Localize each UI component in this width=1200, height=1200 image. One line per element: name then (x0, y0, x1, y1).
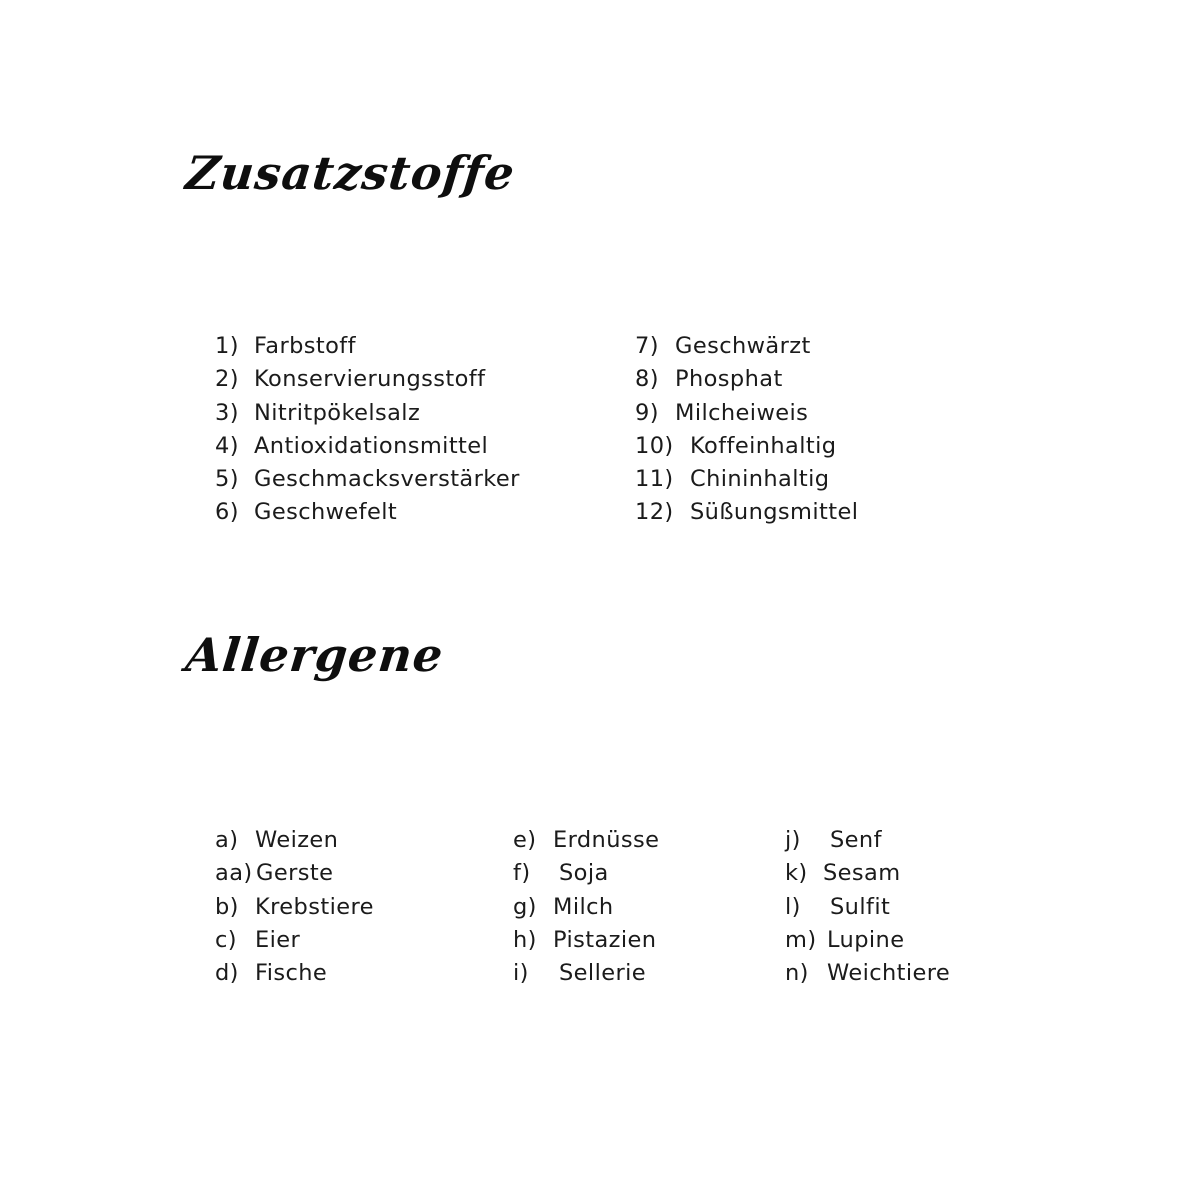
list-label: Süßungsmittel (690, 499, 859, 526)
list-label: Weizen (255, 827, 339, 853)
list-label: Soja (559, 860, 609, 887)
list-item (215, 927, 374, 960)
list-label: Geschwefelt (254, 499, 398, 526)
list-item (215, 960, 374, 993)
list-label: Geschwärzt (675, 333, 811, 359)
list-label: Weichtiere (827, 960, 951, 987)
list-label: Gerste (256, 860, 334, 887)
list-marker: 6) (215, 499, 239, 526)
list-item (635, 433, 858, 466)
list-item (635, 366, 858, 399)
list-marker: d) (215, 960, 239, 987)
list-item (513, 927, 659, 960)
list-item (215, 400, 520, 433)
list-label: Sellerie (559, 960, 647, 987)
list-marker: 11) (635, 466, 674, 493)
list-marker: g) (513, 893, 537, 920)
list-marker: 10) (635, 432, 674, 459)
list-marker: 5) (215, 466, 239, 493)
list-label: Nitritpökelsalz (254, 399, 421, 426)
list-marker: l) (785, 893, 801, 920)
list-item (215, 499, 520, 532)
list-label: Krebstiere (255, 893, 374, 920)
list-label: Sulfit (830, 893, 891, 920)
list-label: Milch (553, 893, 614, 920)
list-marker: c) (215, 926, 237, 953)
list-marker: n) (785, 960, 809, 987)
list-item (215, 894, 374, 927)
list-marker: h) (513, 926, 537, 953)
list-marker: 2) (215, 366, 239, 393)
list-item (785, 827, 950, 860)
list-label: Konservierungsstoff (254, 366, 486, 393)
list-marker: b) (215, 893, 239, 920)
list-item (215, 466, 520, 499)
list-label: Erdnüsse (553, 827, 660, 853)
list-label: Antioxidationsmittel (254, 432, 489, 459)
list-label: Lupine (827, 926, 905, 953)
list-item (635, 466, 858, 499)
list-item (635, 333, 858, 366)
list-label: Phosphat (675, 366, 783, 393)
allergene-list-middle (513, 827, 659, 993)
list-item (513, 960, 659, 993)
list-marker: 1) (215, 333, 239, 359)
allergene-list-left (215, 827, 374, 993)
list-item (785, 960, 950, 993)
zusatzstoffe-list-right (635, 333, 858, 533)
list-marker: aa) (215, 860, 253, 887)
list-marker: a) (215, 827, 239, 853)
list-marker: m) (785, 926, 817, 953)
list-label: Milcheiweis (675, 399, 809, 426)
list-item (785, 894, 950, 927)
list-item (215, 333, 520, 366)
list-label: Sesam (823, 860, 901, 887)
allergene-list-right (785, 827, 950, 993)
list-label: Eier (255, 926, 301, 953)
zusatzstoffe-heading: Zusatzstoffe (183, 146, 518, 200)
list-marker: 12) (635, 499, 674, 526)
list-marker: i) (513, 960, 529, 987)
list-item (635, 400, 858, 433)
list-marker: 7) (635, 333, 659, 359)
list-label: Chininhaltig (690, 466, 830, 493)
list-item (513, 827, 659, 860)
zusatzstoffe-list-left (215, 333, 520, 533)
list-marker: 4) (215, 432, 239, 459)
list-marker: 8) (635, 366, 659, 393)
list-item (215, 827, 374, 860)
list-item (785, 860, 950, 893)
list-label: Farbstoff (254, 333, 356, 359)
list-item (215, 433, 520, 466)
list-item (513, 860, 659, 893)
list-marker: 9) (635, 399, 659, 426)
list-item (513, 894, 659, 927)
list-label: Pistazien (553, 926, 657, 953)
list-marker: 3) (215, 399, 239, 426)
list-marker: k) (785, 860, 808, 887)
allergene-heading: Allergene (183, 628, 447, 682)
list-label: Fische (255, 960, 328, 987)
list-item (215, 860, 374, 893)
list-marker: e) (513, 827, 537, 853)
list-item (785, 927, 950, 960)
list-marker: f) (513, 860, 531, 887)
list-label: Geschmacksverstärker (254, 466, 520, 493)
list-label: Senf (830, 827, 882, 853)
list-label: Koffeinhaltig (690, 432, 837, 459)
list-item (215, 366, 520, 399)
list-marker: j) (785, 827, 801, 853)
list-item (635, 499, 858, 532)
